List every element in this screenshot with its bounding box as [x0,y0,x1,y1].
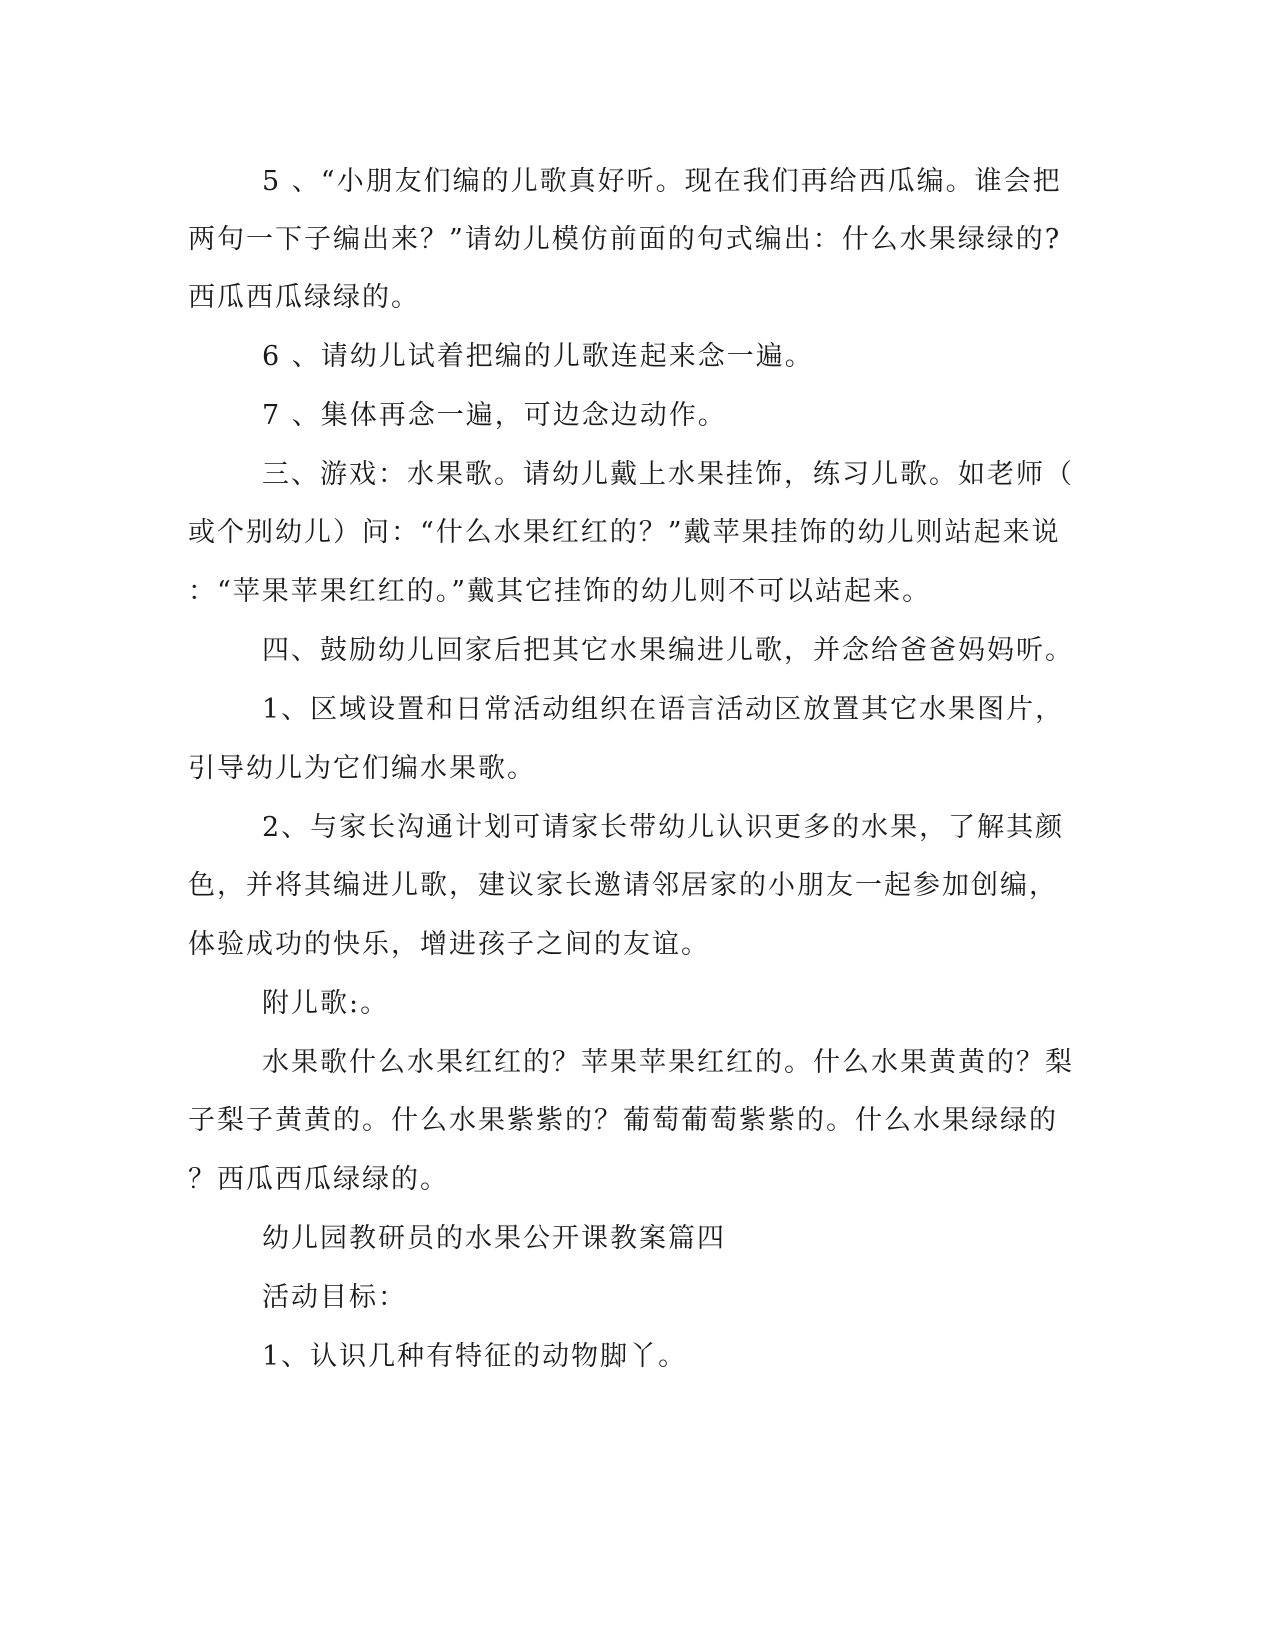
paragraph-line: 6 、请幼儿试着把编的儿歌连起来念一遍。 [262,341,814,372]
paragraph-line: 7 、集体再念一遍，可边念边动作。 [262,400,727,431]
paragraph-line: 或个别幼儿）问：“什么水果红红的？”戴苹果挂饰的幼儿则站起来说 [188,517,1061,548]
paragraph-line: 1、区域设置和日常活动组织在语言活动区放置其它水果图片， [262,694,1065,725]
paragraph-line: 活动目标： [262,1282,407,1313]
paragraph-line: 体验成功的快乐，增进孩子之间的友谊。 [188,929,710,960]
paragraph-line: 引导幼儿为它们编水果歌。 [188,753,536,784]
paragraph-line: ：“苹果苹果红红的。”戴其它挂饰的幼儿则不可以站起来。 [188,576,932,607]
paragraph-line: 子梨子黄黄的。什么水果紫紫的？葡萄葡萄紫紫的。什么水果绿绿的 [188,1105,1058,1136]
paragraph-line: 1、认识几种有特征的动物脚丫。 [262,1341,688,1372]
paragraph-line: ？西瓜西瓜绿绿的。 [188,1164,449,1195]
paragraph-line: 附儿歌:。 [262,988,390,1019]
paragraph-line: 四、鼓励幼儿回家后把其它水果编进儿歌，并念给爸爸妈妈听。 [262,635,1074,666]
section-heading: 幼儿园教研员的水果公开课教案篇四 [262,1223,726,1254]
paragraph-line: 两句一下子编出来？”请幼儿模仿前面的句式编出：什么水果绿绿的? [188,224,1062,255]
paragraph-line: 5 、“小朋友们编的儿歌真好听。现在我们再给西瓜编。谁会把 [262,166,1062,197]
paragraph-line: 水果歌什么水果红红的？苹果苹果红红的。什么水果黄黄的？梨 [262,1047,1074,1078]
paragraph-line: 色，并将其编进儿歌，建议家长邀请邻居家的小朋友一起参加创编， [188,870,1058,901]
paragraph-line: 西瓜西瓜绿绿的。 [188,282,420,313]
paragraph-line: 三、游戏：水果歌。请幼儿戴上水果挂饰，练习儿歌。如老师（ [262,459,1074,490]
paragraph-line: 2、与家长沟通计划可请家长带幼儿认识更多的水果，了解其颜 [262,812,1065,843]
